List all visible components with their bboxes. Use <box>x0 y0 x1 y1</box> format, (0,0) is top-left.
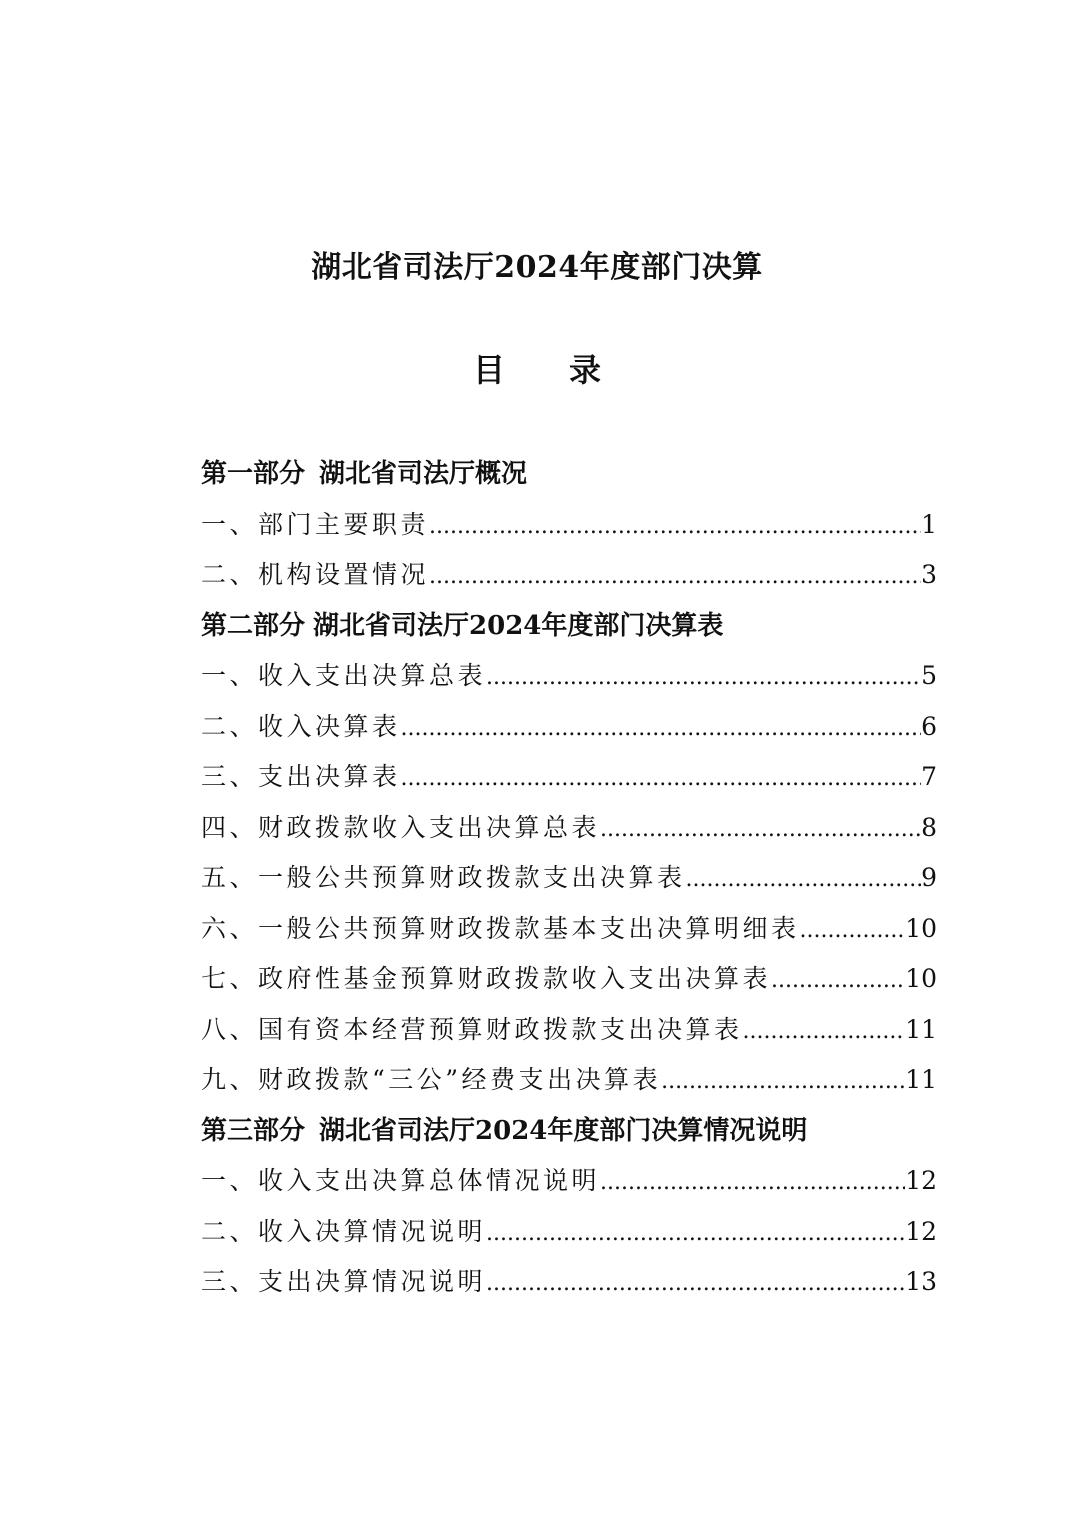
toc-section-title: 湖北省司法厅2024年度部门决算表 <box>313 610 724 641</box>
toc-page-number: 11 <box>905 1065 937 1094</box>
toc-heading-left: 目 <box>472 351 505 389</box>
toc-entry[interactable] <box>201 702 937 753</box>
toc-leader <box>743 1007 906 1056</box>
toc-entry[interactable] <box>201 1156 937 1207</box>
toc-leader <box>600 1158 905 1207</box>
toc-entry-label: 七、政府性基金预算财政拨款收入支出决算表 <box>201 964 772 993</box>
toc-page-number: 11 <box>905 1014 937 1044</box>
toc-section-part2[interactable] <box>201 601 937 652</box>
toc-section-label: 第一部分 <box>201 459 306 489</box>
toc-entry[interactable] <box>201 752 937 803</box>
toc-leader <box>800 906 906 955</box>
toc-page-number: 8 <box>921 812 937 842</box>
toc-heading <box>0 348 1074 392</box>
toc-leader <box>771 956 905 1005</box>
toc-entry[interactable] <box>201 1207 937 1258</box>
toc-entry-label: 一、收入支出决算总体情况说明 <box>201 1166 601 1195</box>
toc-leader <box>429 552 921 601</box>
toc-entry-label: 二、收入决算情况说明 <box>201 1216 487 1246</box>
toc-page-number: 3 <box>921 560 937 589</box>
toc-entry[interactable] <box>201 550 937 601</box>
toc-section-label: 第二部分 <box>201 610 306 641</box>
toc-leader <box>486 1209 905 1258</box>
toc-entry[interactable] <box>201 500 937 551</box>
toc-entry-label: 六、一般公共预算财政拨款基本支出决算明细表 <box>201 913 800 943</box>
toc-entry-label: 四、财政拨款收入支出决算总表 <box>201 812 601 842</box>
toc-leader <box>401 754 922 803</box>
toc-entry-label: 二、收入决算表 <box>201 711 401 741</box>
toc-section-title: 湖北省司法厅2024年度部门决算情况说明 <box>319 1115 808 1146</box>
toc-entry-label: 三、支出决算情况说明 <box>201 1267 487 1296</box>
toc-page-number: 7 <box>921 762 937 791</box>
toc-entry[interactable] <box>201 1055 937 1106</box>
toc-page-number: 10 <box>905 913 937 943</box>
toc-entry-label: 一、收入支出决算总表 <box>201 661 487 690</box>
toc-leader <box>486 1259 905 1308</box>
toc-page-number: 13 <box>905 1267 937 1296</box>
toc-leader <box>401 704 922 753</box>
toc-section-part1[interactable] <box>201 449 937 500</box>
toc-page-number: 12 <box>905 1216 937 1246</box>
toc-entry[interactable] <box>201 954 937 1005</box>
toc-leader <box>429 502 921 551</box>
toc-page-number: 1 <box>921 509 937 539</box>
toc-page-number: 9 <box>921 863 937 892</box>
toc-page-number: 12 <box>905 1166 937 1195</box>
toc-entry[interactable] <box>201 853 937 904</box>
toc-section-label: 第三部分 <box>201 1115 306 1146</box>
document-title: 湖北省司法厅2024年度部门决算 <box>311 250 763 285</box>
toc-heading-right: 录 <box>569 351 602 389</box>
toc-section-part3[interactable] <box>201 1106 937 1157</box>
toc-entry-label: 一、部门主要职责 <box>201 509 430 539</box>
toc-section-title: 湖北省司法厅概况 <box>319 459 528 489</box>
toc-entry[interactable] <box>201 904 937 955</box>
toc-entry-label: 三、支出决算表 <box>201 762 401 791</box>
toc-page-number: 10 <box>905 964 937 993</box>
toc-entry[interactable] <box>201 1005 937 1056</box>
toc-leader <box>686 855 922 904</box>
toc-page-number: 5 <box>921 661 937 690</box>
toc-entry[interactable] <box>201 803 937 854</box>
toc-entry[interactable] <box>201 651 937 702</box>
toc-entry-label: 八、国有资本经营预算财政拨款支出决算表 <box>201 1014 743 1044</box>
toc-entry[interactable] <box>201 1257 937 1308</box>
table-of-contents <box>201 449 937 1308</box>
toc-leader <box>486 653 921 702</box>
toc-entry-label: 九、财政拨款“三公”经费支出决算表 <box>201 1065 662 1094</box>
toc-entry-label: 五、一般公共预算财政拨款支出决算表 <box>201 863 686 892</box>
toc-page-number: 6 <box>921 711 937 741</box>
toc-entry-label: 二、机构设置情况 <box>201 560 430 589</box>
toc-leader <box>600 805 921 854</box>
toc-leader <box>661 1057 905 1106</box>
